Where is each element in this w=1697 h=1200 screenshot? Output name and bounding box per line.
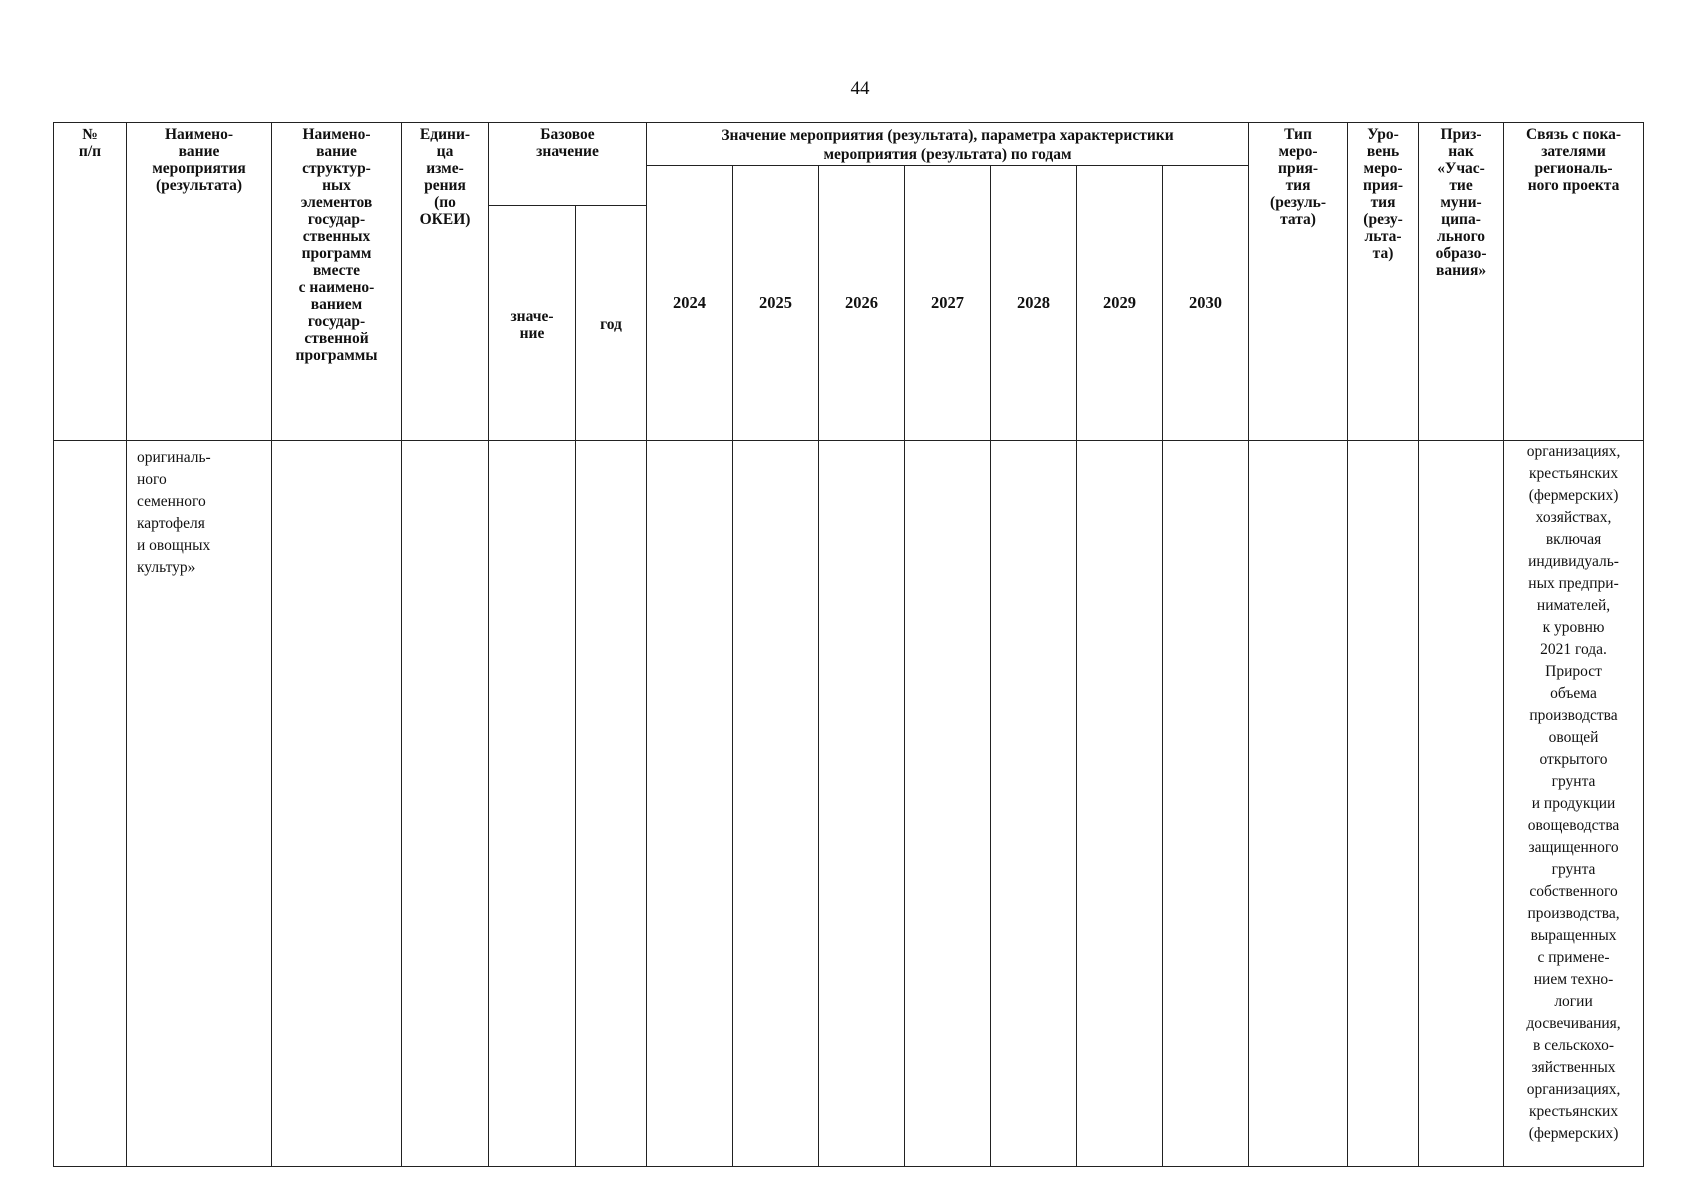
cell-measure-type xyxy=(1249,441,1348,1167)
cell-measure-name: оригиналь- ного семенного картофеля и овощных культур» xyxy=(127,441,272,1167)
header-measure-level: Уро- вень меро- прия- тия (резу- льта- та) xyxy=(1348,123,1419,441)
cell-2027 xyxy=(905,441,991,1167)
header-structural-elements: Наимено- вание структур- ных элементов государ- ственных программ вместе с наимено- ванием государ- ственной программы xyxy=(272,123,402,441)
cell-measure-level xyxy=(1348,441,1419,1167)
header-number: № п/п xyxy=(54,123,127,441)
cell-base-year xyxy=(576,441,647,1167)
header-year-2025: 2025 xyxy=(733,166,819,441)
header-base-value-amount: значе- ние xyxy=(489,206,576,441)
header-year-2027: 2027 xyxy=(905,166,991,441)
table-row xyxy=(54,441,1644,1167)
cell-2024 xyxy=(647,441,733,1167)
measures-table xyxy=(53,122,1644,1167)
cell-number xyxy=(54,441,127,1167)
header-values-by-year: Значение мероприятия (результата), параметра характеристики мероприятия (результата) по годам xyxy=(647,123,1249,166)
cell-2029 xyxy=(1077,441,1163,1167)
header-base-value-year: год xyxy=(576,206,647,441)
header-year-2028: 2028 xyxy=(991,166,1077,441)
header-municipal-participation: Приз- нак «Учас- тие муни- ципа- льного образо- вания» xyxy=(1419,123,1504,441)
header-year-2024: 2024 xyxy=(647,166,733,441)
header-base-value: Базовое значение xyxy=(489,123,647,206)
header-measure-name: Наимено- вание мероприятия (результата) xyxy=(127,123,272,441)
header-year-2029: 2029 xyxy=(1077,166,1163,441)
header-unit: Едини- ца изме- рения (по ОКЕИ) xyxy=(402,123,489,441)
cell-base-value xyxy=(489,441,576,1167)
page-number: 44 xyxy=(850,78,870,99)
header-year-2026: 2026 xyxy=(819,166,905,441)
header-year-2030: 2030 xyxy=(1163,166,1249,441)
header-measure-type: Тип меро- прия- тия (резуль- тата) xyxy=(1249,123,1348,441)
cell-municipal-participation xyxy=(1419,441,1504,1167)
cell-unit xyxy=(402,441,489,1167)
cell-regional-project-link: организациях, крестьянских (фермерских) хозяйствах, включая индивидуаль- ных предпри- нимателей, к уровню 2021 года. Прирост объема производства овощей открытого грунта и продукции овощеводства защищенного грунта собственного производства, выращенных с примене- нием техно- логии досвечивания, в сельскохо- зяйственных организациях, крестьянских (фермерских) xyxy=(1504,441,1644,1167)
cell-2026 xyxy=(819,441,905,1167)
cell-structural-elements xyxy=(272,441,402,1167)
cell-2030 xyxy=(1163,441,1249,1167)
cell-2028 xyxy=(991,441,1077,1167)
cell-2025 xyxy=(733,441,819,1167)
header-regional-project-link: Связь с пока- зателями региональ- ного проекта xyxy=(1504,123,1644,441)
